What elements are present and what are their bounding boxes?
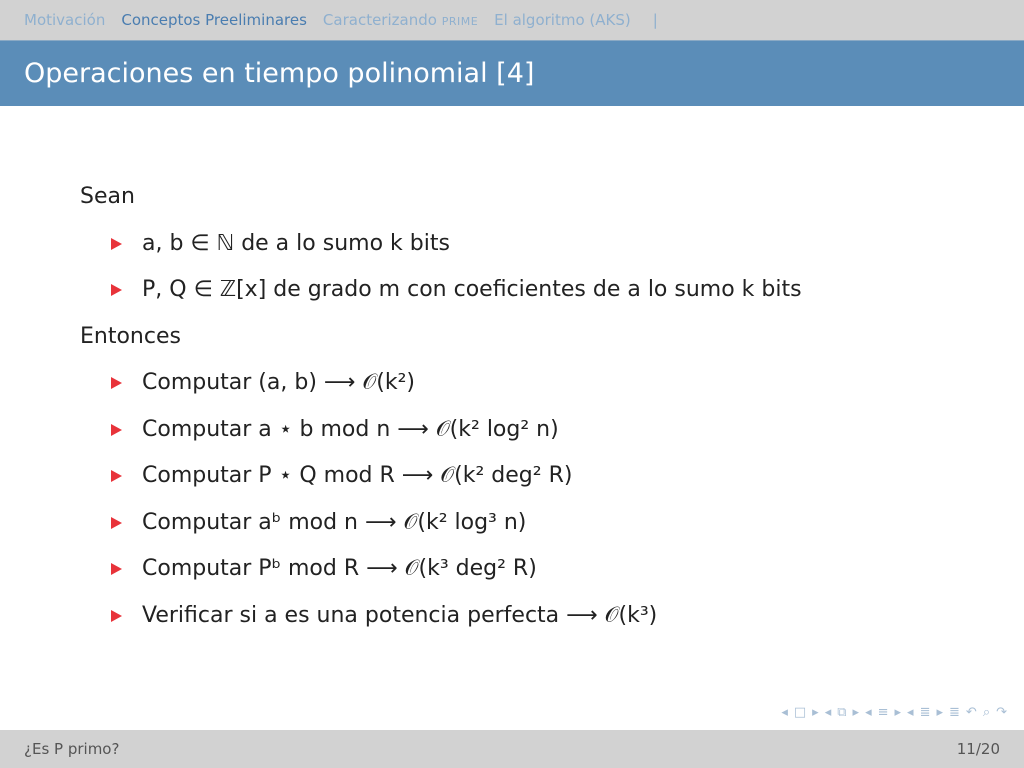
nav-next-frame-icon[interactable]: ▸ bbox=[812, 704, 819, 720]
bullet-icon bbox=[111, 517, 122, 529]
nav-section-motivacion[interactable]: Motivación bbox=[24, 11, 106, 29]
nav-prev-subsection-icon[interactable]: ◂ bbox=[824, 704, 832, 720]
nav-section-prime-text: prime bbox=[441, 11, 479, 29]
operation-text: Computar a ⋆ b mod n ⟶ 𝒪(k² log² n) bbox=[142, 416, 559, 442]
search-icon[interactable]: ⌕ bbox=[982, 704, 991, 720]
list-item bbox=[80, 546, 980, 593]
slide-title: Operaciones en tiempo polinomial [4] bbox=[24, 58, 535, 89]
then-text: Entonces bbox=[80, 323, 181, 349]
list-item bbox=[80, 360, 980, 407]
nav-section-algoritmo[interactable]: El algoritmo (AKS) bbox=[494, 11, 631, 29]
list-item bbox=[80, 267, 980, 314]
intro-text: Sean bbox=[80, 184, 135, 209]
nav-section-conceptos[interactable]: Conceptos Preeliminares bbox=[121, 11, 307, 29]
bullet-icon bbox=[111, 238, 122, 250]
nav-prev-frame-icon[interactable]: ◂ bbox=[781, 704, 788, 720]
given-text: P, Q ∈ ℤ[x] de grado m con coeficientes de a lo sumo k bits bbox=[142, 277, 802, 302]
operation-text: Computar (a, b) ⟶ 𝒪(k²) bbox=[142, 370, 416, 395]
part-icon[interactable]: ≣ bbox=[919, 704, 931, 720]
page-number: 11/20 bbox=[956, 740, 1000, 758]
list-item bbox=[80, 221, 980, 268]
operation-text: Computar P ⋆ Q mod R ⟶ 𝒪(k² deg² R) bbox=[142, 463, 573, 488]
frame-icon[interactable]: □ bbox=[793, 704, 807, 720]
nav-next-part-icon[interactable]: ▸ bbox=[936, 704, 943, 720]
title-bar bbox=[0, 40, 1024, 106]
bullet-icon bbox=[111, 470, 122, 482]
section-navigation-bar bbox=[0, 0, 1024, 40]
operation-text: Computar Pᵇ mod R ⟶ 𝒪(k³ deg² R) bbox=[142, 556, 537, 581]
operation-text: Verificar si a es una potencia perfecta ⟶ 𝒪(k³) bbox=[142, 602, 658, 628]
givens-list bbox=[80, 221, 980, 314]
nav-next-subsection-icon[interactable]: ▸ bbox=[852, 704, 860, 720]
subsection-icon[interactable]: ⧉ bbox=[837, 704, 847, 720]
bullet-icon bbox=[111, 284, 122, 296]
bullet-icon bbox=[111, 610, 122, 622]
nav-prev-part-icon[interactable]: ◂ bbox=[907, 704, 914, 720]
undo-icon[interactable]: ↶ bbox=[965, 704, 977, 720]
nav-prev-section-icon[interactable]: ◂ bbox=[865, 704, 872, 720]
operations-list bbox=[80, 360, 980, 639]
nav-next-section-icon[interactable]: ▸ bbox=[894, 704, 902, 720]
bullet-icon bbox=[111, 424, 122, 436]
footer-bar bbox=[0, 730, 1024, 768]
nav-section-caracterizando[interactable] bbox=[323, 11, 478, 29]
redo-icon[interactable]: ↷ bbox=[996, 704, 1007, 720]
nav-separator: | bbox=[652, 11, 658, 29]
operation-text: Computar aᵇ mod n ⟶ 𝒪(k² log³ n) bbox=[142, 509, 527, 535]
slide-content bbox=[80, 174, 980, 639]
nav-section-caracterizando-text: Caracterizando bbox=[322, 11, 442, 29]
list-item bbox=[80, 500, 980, 547]
beamer-navigation-symbols bbox=[778, 700, 1010, 724]
list-item bbox=[80, 593, 980, 640]
bullet-icon bbox=[111, 377, 122, 389]
given-text: a, b ∈ ℕ de a lo sumo k bits bbox=[142, 230, 450, 256]
footer-title: ¿Es P primo? bbox=[24, 740, 120, 758]
list-item bbox=[80, 453, 980, 500]
document-icon[interactable]: ≣ bbox=[949, 704, 960, 720]
section-icon[interactable]: ≡ bbox=[877, 704, 889, 720]
bullet-icon bbox=[111, 563, 122, 575]
list-item bbox=[80, 407, 980, 454]
